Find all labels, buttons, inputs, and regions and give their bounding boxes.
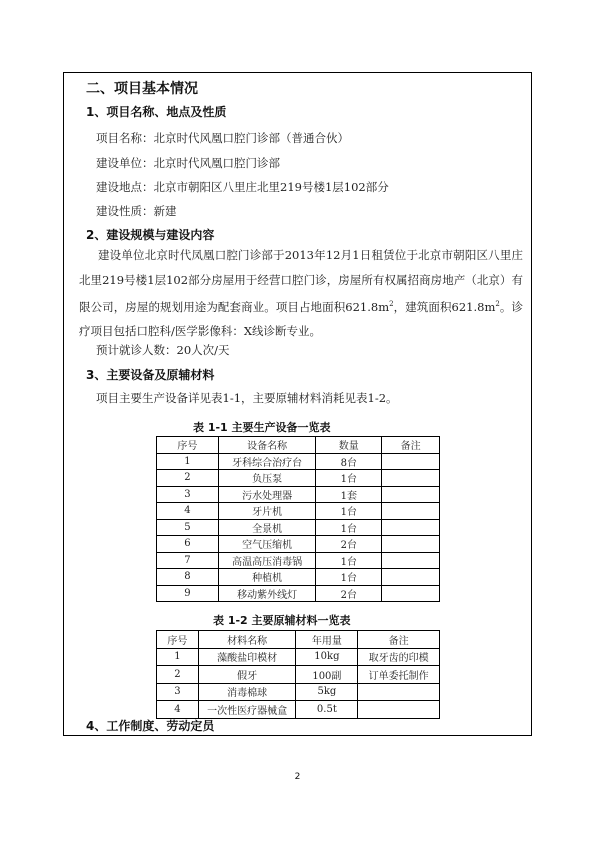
table-cell: 10kg — [296, 648, 358, 666]
table-cell — [382, 552, 440, 569]
table-cell: 2 — [157, 470, 219, 487]
table-header-row — [157, 437, 440, 454]
table-cell: 100副 — [296, 666, 358, 684]
table-cell — [382, 519, 440, 536]
table-cell: 牙科综合治疗台 — [218, 453, 316, 470]
table-cell: 2台 — [316, 536, 382, 553]
table-cell: 1台 — [316, 470, 382, 487]
table-cell — [358, 683, 440, 701]
header-cell: 设备名称 — [218, 437, 316, 454]
table-cell: 1台 — [316, 569, 382, 586]
table-cell: 4 — [157, 701, 199, 719]
table-cell: 藻酸盐印模材 — [198, 648, 296, 666]
table-row — [157, 683, 440, 701]
table-cell — [382, 486, 440, 503]
table-cell: 取牙齿的印模 — [358, 648, 440, 666]
table-row — [157, 503, 440, 520]
table-cell: 种植机 — [218, 569, 316, 586]
table2-caption: 表 1-2 主要原辅材料一览表 — [213, 614, 351, 627]
table-cell — [358, 701, 440, 719]
table-cell — [382, 503, 440, 520]
table-cell: 1套 — [316, 486, 382, 503]
table-row — [157, 585, 440, 602]
table-cell: 移动紫外线灯 — [218, 585, 316, 602]
table-cell: 5 — [157, 519, 219, 536]
table-cell: 1台 — [316, 519, 382, 536]
table-row — [157, 470, 440, 487]
table-cell: 8台 — [316, 453, 382, 470]
table-cell — [382, 585, 440, 602]
construction-unit-line: 建设单位：北京时代风凰口腔门诊部 — [96, 156, 280, 170]
table-cell: 一次性医疗器械盒 — [198, 701, 296, 719]
header-cell: 材料名称 — [198, 631, 296, 649]
table-cell: 6 — [157, 536, 219, 553]
table-cell: 2台 — [316, 585, 382, 602]
header-cell: 数量 — [316, 437, 382, 454]
table-cell: 0.5t — [296, 701, 358, 719]
table-cell: 5kg — [296, 683, 358, 701]
subheading-work-system: 4、工作制度、劳动定员 — [86, 719, 215, 733]
table-row — [157, 666, 440, 684]
table-row — [157, 701, 440, 719]
table-cell: 订单委托制作 — [358, 666, 440, 684]
table-cell: 3 — [157, 683, 199, 701]
table-row — [157, 453, 440, 470]
table-cell: 牙片机 — [218, 503, 316, 520]
section-title: 二、项目基本情况 — [86, 81, 198, 97]
construction-location-line: 建设地点：北京市朝阳区八里庄北里219号楼1层102部分 — [96, 180, 389, 194]
table-cell: 假牙 — [198, 666, 296, 684]
table-cell: 1台 — [316, 552, 382, 569]
table-cell — [382, 453, 440, 470]
table-cell — [382, 569, 440, 586]
equipment-line: 项目主要生产设备详见表1-1，主要原辅材料消耗见表1-2。 — [96, 391, 398, 405]
table-row — [157, 648, 440, 666]
table-cell — [382, 470, 440, 487]
table-cell: 负压泵 — [218, 470, 316, 487]
table-header-row — [157, 631, 440, 649]
subheading-equipment-materials: 3、主要设备及原辅材料 — [86, 368, 215, 382]
table-cell: 1 — [157, 453, 219, 470]
table-cell: 9 — [157, 585, 219, 602]
table-cell: 2 — [157, 666, 199, 684]
patients-line: 预计就诊人数：20人次/天 — [96, 343, 230, 357]
construction-nature-line: 建设性质：新建 — [96, 204, 177, 218]
page-number: 2 — [294, 772, 301, 782]
table-cell: 4 — [157, 503, 219, 520]
equipment-table — [156, 436, 440, 602]
table-cell: 1台 — [316, 503, 382, 520]
header-cell: 序号 — [157, 437, 219, 454]
table-cell: 污水处理器 — [218, 486, 316, 503]
table-row — [157, 552, 440, 569]
table-row — [157, 569, 440, 586]
subheading-scale-content: 2、建设规模与建设内容 — [86, 228, 215, 242]
table-row — [157, 536, 440, 553]
table-cell: 高温高压消毒锅 — [218, 552, 316, 569]
table-cell: 3 — [157, 486, 219, 503]
table-cell — [382, 536, 440, 553]
table-cell: 空气压缩机 — [218, 536, 316, 553]
header-cell: 年用量 — [296, 631, 358, 649]
subheading-name-location: 1、项目名称、地点及性质 — [86, 105, 227, 119]
header-cell: 备注 — [358, 631, 440, 649]
table-cell: 8 — [157, 569, 219, 586]
project-name-line: 项目名称：北京时代风凰口腔门诊部（普通合伙） — [96, 131, 349, 145]
table-cell: 1 — [157, 648, 199, 666]
table-row — [157, 519, 440, 536]
header-cell: 序号 — [157, 631, 199, 649]
table1-caption: 表 1-1 主要生产设备一览表 — [193, 421, 331, 434]
table-cell: 7 — [157, 552, 219, 569]
table-row — [157, 486, 440, 503]
scale-content-paragraph: 建设单位北京时代凤凰口腔门诊部于2013年12月1日租赁位于北京市朝阳区八里庄北里219号楼1层102部分房屋用于经营口腔门诊，房屋所有权属招商房地产（北京）有限公司，房屋的规划用途为配套商业。项目占地面积$621.8m^2$，建筑面积$621.8m^2$。诊疗项目包括口腔科/医学影像科：X线诊断专业。 — [79, 248, 523, 339]
materials-table — [156, 630, 440, 719]
header-cell: 备注 — [382, 437, 440, 454]
table-cell: 消毒棉球 — [198, 683, 296, 701]
table-cell: 全景机 — [218, 519, 316, 536]
